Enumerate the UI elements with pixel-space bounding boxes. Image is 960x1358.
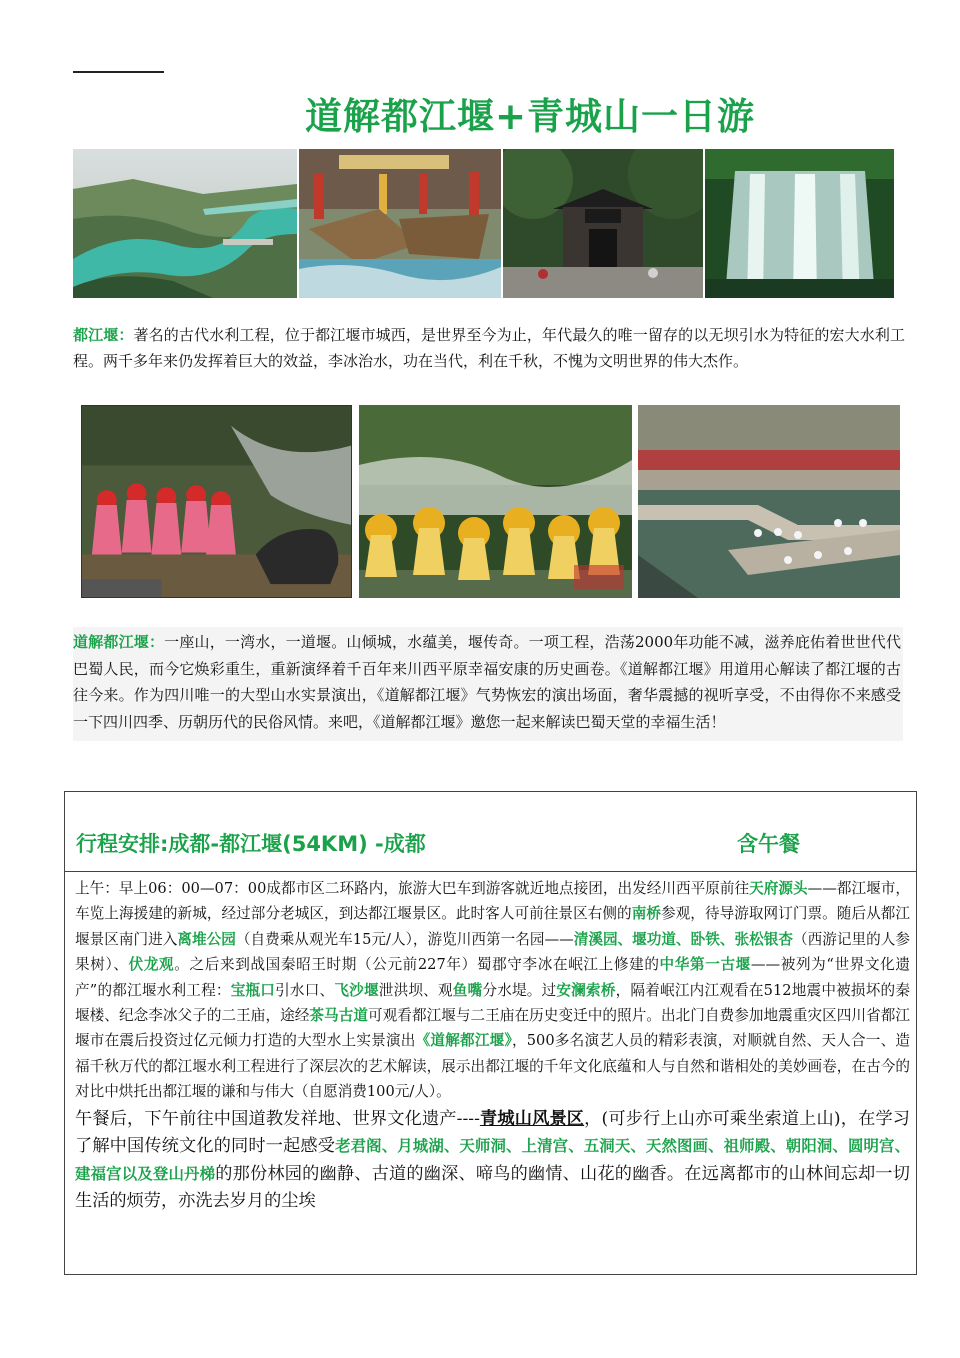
highlight-place: 天府源头	[749, 880, 808, 897]
daojie-show-paragraph	[73, 627, 903, 741]
water-stage-show-photo	[638, 405, 900, 598]
highlight-place: 茶马古道	[309, 1007, 368, 1025]
qingcheng-attractions-list: 老君阁、月城湖、天师洞、上清宫、五洞天、天然图画、祖师殿、朝阳洞、圆明宫、建福宫以及登山丹梯	[75, 1137, 910, 1183]
page-title: 道解都江堰+青城山一日游	[304, 95, 755, 138]
highlight-place: 宝瓶口	[230, 981, 276, 999]
highlight-place: 中华第一古堰	[659, 956, 751, 974]
costume-dancers-photo	[359, 405, 632, 598]
morning-text: ——被列为“世界文化遗产”的都江堰水利工程：	[75, 956, 910, 999]
highlight-place: 南桥	[631, 905, 661, 923]
afternoon-text-c: ，(可步行上山亦可乘坐索道上山)，在学习了解中国传统文化的同时一起感受	[75, 1108, 910, 1157]
waterfall-photo	[705, 149, 894, 298]
highlight-place: 鱼嘴	[452, 981, 483, 999]
morning-text: （西游记里的人参果树）、	[75, 930, 910, 974]
morning-text: （自费乘从观光车15元/人），游览川西第一名园——	[235, 930, 574, 948]
afternoon-text-e: 的那份林园的幽静、古道的幽深、啼鸟的幽情、山花的幽香。在远离都市的山林间忘却一切生活的烦劳，亦洗去岁月的尘埃	[75, 1163, 910, 1212]
morning-text: ，500多名演艺人员的精彩表演，对顺就自然、天人合一、造福千秋万代的都江堰水利工程进行了深层次的艺术解读，展示出都江堰的千年文化底蕴和人与自然和谐相处的美妙画卷，在古今的对比中烘托出都江堰的谦和与伟大（自愿消费100元/人）。	[75, 1032, 911, 1101]
afternoon-section	[75, 1106, 910, 1216]
itinerary-route-heading: 行程安排:成都-都江堰(54KM) -成都	[76, 832, 426, 856]
morning-text: 可观看都江堰与二王庙在历史变迁中的照片。出北门自费参加地震重灾区四川省都江堰市在震后投资过亿元倾力打造的大型水上实景演出	[75, 1007, 910, 1050]
itinerary-body	[75, 876, 910, 1216]
dujiangyan-intro-text: 著名的古代水利工程，位于都江堰市城西，是世界至今为止，年代最久的唯一留存的以无坝引水为特征的宏大水利工程。两千多年来仍发挥着巨大的效益，李冰治水，功在当代，利在千秋，不愧为文明世界的伟大杰作。	[73, 326, 905, 370]
itinerary-box	[64, 791, 917, 1275]
morning-text: 分水堤。过	[482, 981, 557, 999]
highlight-place: 《道解都江堰》	[415, 1032, 512, 1050]
morning-text: 引水口、	[275, 981, 335, 999]
highlight-place: 伏龙观	[128, 956, 175, 974]
qingcheng-temple-gate-photo	[503, 149, 703, 298]
highlight-place: 离堆公园	[177, 930, 236, 948]
highlight-place: 清溪园、堰功道、卧铁、张松银杏	[573, 930, 794, 948]
morning-text: ——都江堰市，车览上海援建的新城，经过部分老城区，到达都江堰景区。此时客人可前往景区右侧的	[75, 880, 910, 923]
daojie-show-text: 一座山，一湾水，一道堰。山倾城，水蕴美，堰传奇。一项工程，浩荡2000年功能不减，滋养庇佑着世世代代巴蜀人民，而今它焕彩重生，重新演绎着千百年来川西平原幸福安康的历史画卷。《道解都江堰》用道用心解读了都江堰的古往今来。作为四川唯一的大型山水实景演出，《道解都江堰》气势恢宏的演出场面，奢华震撼的视听享受，不由得你不来感受一下四川四季、历朝历代的民俗风情。来吧，《道解都江堰》邀您一起来解读巴蜀天堂的幸福生活！	[73, 633, 901, 731]
morning-text: 参观，待导游取网订门票。随后从都江堰景区南门进入	[75, 905, 910, 948]
qingcheng-scenic-area: 青城山风景区	[479, 1108, 585, 1129]
morning-text: 泄洪坝、观	[378, 981, 453, 999]
top-rule	[73, 71, 164, 73]
morning-text: ：早上06：00—07：00成都市区二环路内，旅游大巴车到游客就近地点接团，出发经川西平原前往	[104, 880, 750, 897]
morning-section	[75, 880, 910, 1100]
daojie-show-lead: 道解都江堰：	[73, 633, 165, 651]
dujiangyan-intro-paragraph	[73, 323, 905, 374]
morning-label: 上午	[75, 880, 105, 897]
dujiangyan-aerial-photo	[73, 149, 297, 298]
afternoon-text-a: 午餐后，下午前往中国道教发祥地、世界文化遗产----	[75, 1108, 480, 1129]
itinerary-meal-label: 含午餐	[737, 832, 800, 856]
dujiangyan-intro-lead: 都江堰：	[73, 326, 134, 344]
highlight-place: 安澜索桥	[556, 981, 616, 999]
itinerary-header	[65, 792, 916, 872]
dance-performance-photo	[81, 405, 352, 598]
highlight-place: 飞沙堰	[334, 981, 379, 999]
morning-text: 。之后来到战国秦昭王时期（公元前227年）蜀郡守李冰在岷江上修建的	[174, 956, 660, 974]
morning-text: ，隔着岷江内江观看在512地震中被损坏的秦堰楼、纪念李冰父子的二王庙，途经	[75, 981, 910, 1025]
festival-ceremony-photo	[299, 149, 501, 298]
